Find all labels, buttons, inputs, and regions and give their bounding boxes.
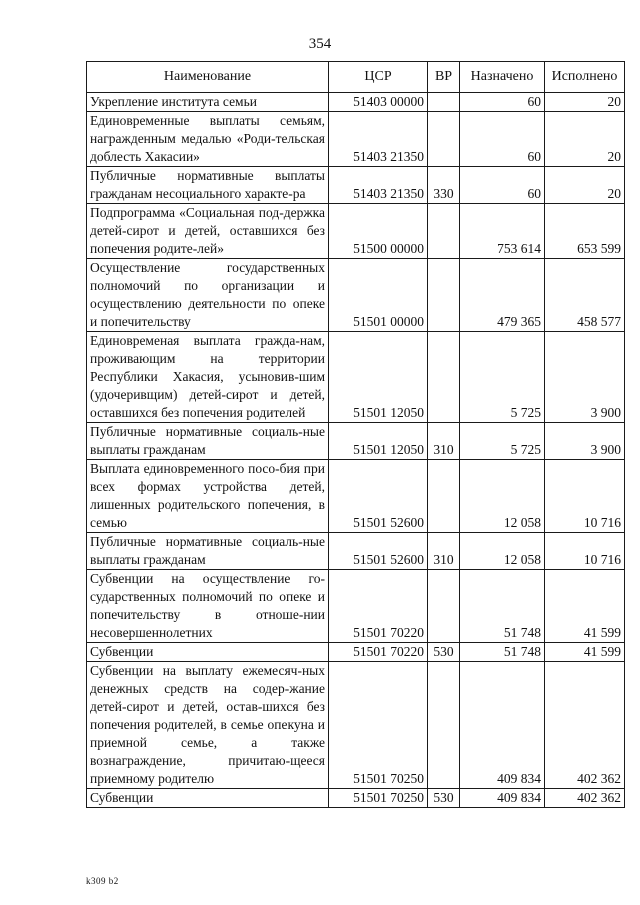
- row-name: Осуществление государственных полномочий по организации и осуществлению деятельности по опеке и попечительству: [87, 259, 329, 332]
- row-name: Подпрограмма «Социальная под-держка детей-сирот и детей, оставшихся без попечения родите-лей»: [87, 204, 329, 259]
- header-executed: Исполнено: [545, 62, 625, 93]
- row-vr: 530: [428, 789, 460, 808]
- row-assigned: 12 058: [460, 460, 545, 533]
- row-vr: [428, 662, 460, 789]
- row-name: Выплата единовременного посо-бия при всех формах устройства детей, лишенных родительского попечения, в семью: [87, 460, 329, 533]
- row-csr: 51501 52600: [329, 533, 428, 570]
- row-vr: [428, 93, 460, 112]
- row-assigned: 753 614: [460, 204, 545, 259]
- table-row: [87, 259, 625, 332]
- row-vr: 530: [428, 643, 460, 662]
- row-executed: 10 716: [545, 533, 625, 570]
- row-assigned: 409 834: [460, 789, 545, 808]
- row-executed: 402 362: [545, 662, 625, 789]
- row-name: Субвенции: [87, 643, 329, 662]
- row-vr: 310: [428, 533, 460, 570]
- row-executed: 20: [545, 167, 625, 204]
- header-vr: ВР: [428, 62, 460, 93]
- row-name: Субвенции на выплату ежемесяч-ных денежных средств на содер-жание детей-сирот и детей, остав-шихся без попечения родителей, в семье опекуна и приемной семье, а также вознаграждение, причитаю-щееся приемному родителю: [87, 662, 329, 789]
- row-csr: 51501 12050: [329, 423, 428, 460]
- row-vr: [428, 112, 460, 167]
- table-row: [87, 332, 625, 423]
- table-row: [87, 533, 625, 570]
- table-row: [87, 460, 625, 533]
- row-csr: 51501 70250: [329, 662, 428, 789]
- row-vr: [428, 332, 460, 423]
- row-vr: [428, 570, 460, 643]
- row-csr: 51403 00000: [329, 93, 428, 112]
- row-assigned: 5 725: [460, 423, 545, 460]
- row-csr: 51501 52600: [329, 460, 428, 533]
- row-assigned: 409 834: [460, 662, 545, 789]
- header-name: Наименование: [87, 62, 329, 93]
- row-csr: 51501 70220: [329, 643, 428, 662]
- row-assigned: 60: [460, 167, 545, 204]
- row-csr: 51501 00000: [329, 259, 428, 332]
- row-executed: 653 599: [545, 204, 625, 259]
- row-csr: 51501 12050: [329, 332, 428, 423]
- row-executed: 41 599: [545, 570, 625, 643]
- table-row: [87, 167, 625, 204]
- row-vr: [428, 259, 460, 332]
- page-number: 354: [308, 36, 332, 52]
- row-name: Укрепление института семьи: [87, 93, 329, 112]
- table-row: [87, 112, 625, 167]
- row-csr: 51403 21350: [329, 112, 428, 167]
- row-name: Публичные нормативные выплаты гражданам несоциального характе-ра: [87, 167, 329, 204]
- row-executed: 3 900: [545, 423, 625, 460]
- row-name: Публичные нормативные социаль-ные выплаты гражданам: [87, 423, 329, 460]
- table-row: [87, 204, 625, 259]
- row-csr: 51403 21350: [329, 167, 428, 204]
- row-assigned: 60: [460, 112, 545, 167]
- row-vr: 330: [428, 167, 460, 204]
- row-assigned: 51 748: [460, 570, 545, 643]
- table-row: [87, 789, 625, 808]
- row-executed: 402 362: [545, 789, 625, 808]
- row-vr: 310: [428, 423, 460, 460]
- row-csr: 51501 70220: [329, 570, 428, 643]
- row-name: Субвенции: [87, 789, 329, 808]
- header-csr: ЦСР: [329, 62, 428, 93]
- table-header-row: [87, 62, 625, 93]
- row-name: Субвенции на осуществление го-сударственных полномочий по опеке и попечительству в отноше-нии несовершеннолетних: [87, 570, 329, 643]
- table-row: [87, 643, 625, 662]
- row-csr: 51501 70250: [329, 789, 428, 808]
- budget-table: [86, 61, 625, 808]
- table-row: [87, 662, 625, 789]
- footer-code: k309 b2: [86, 876, 119, 886]
- row-assigned: 60: [460, 93, 545, 112]
- table-row: [87, 570, 625, 643]
- row-executed: 20: [545, 93, 625, 112]
- row-vr: [428, 460, 460, 533]
- table-row: [87, 93, 625, 112]
- header-assigned: Назначено: [460, 62, 545, 93]
- row-assigned: 479 365: [460, 259, 545, 332]
- row-assigned: 5 725: [460, 332, 545, 423]
- row-csr: 51500 00000: [329, 204, 428, 259]
- row-name: Публичные нормативные социаль-ные выплаты гражданам: [87, 533, 329, 570]
- row-vr: [428, 204, 460, 259]
- row-name: Единовременая выплата гражда-нам, проживающим на территории Республики Хакасия, усыновив-шим (удочеривщим) детей-сирот и детей, оставшихся без попечения родителей: [87, 332, 329, 423]
- table-row: [87, 423, 625, 460]
- row-assigned: 51 748: [460, 643, 545, 662]
- row-executed: 20: [545, 112, 625, 167]
- row-executed: 41 599: [545, 643, 625, 662]
- row-assigned: 12 058: [460, 533, 545, 570]
- row-name: Единовременные выплаты семьям, награжденным медалью «Роди-тельская доблесть Хакасии»: [87, 112, 329, 167]
- row-executed: 458 577: [545, 259, 625, 332]
- row-executed: 10 716: [545, 460, 625, 533]
- row-executed: 3 900: [545, 332, 625, 423]
